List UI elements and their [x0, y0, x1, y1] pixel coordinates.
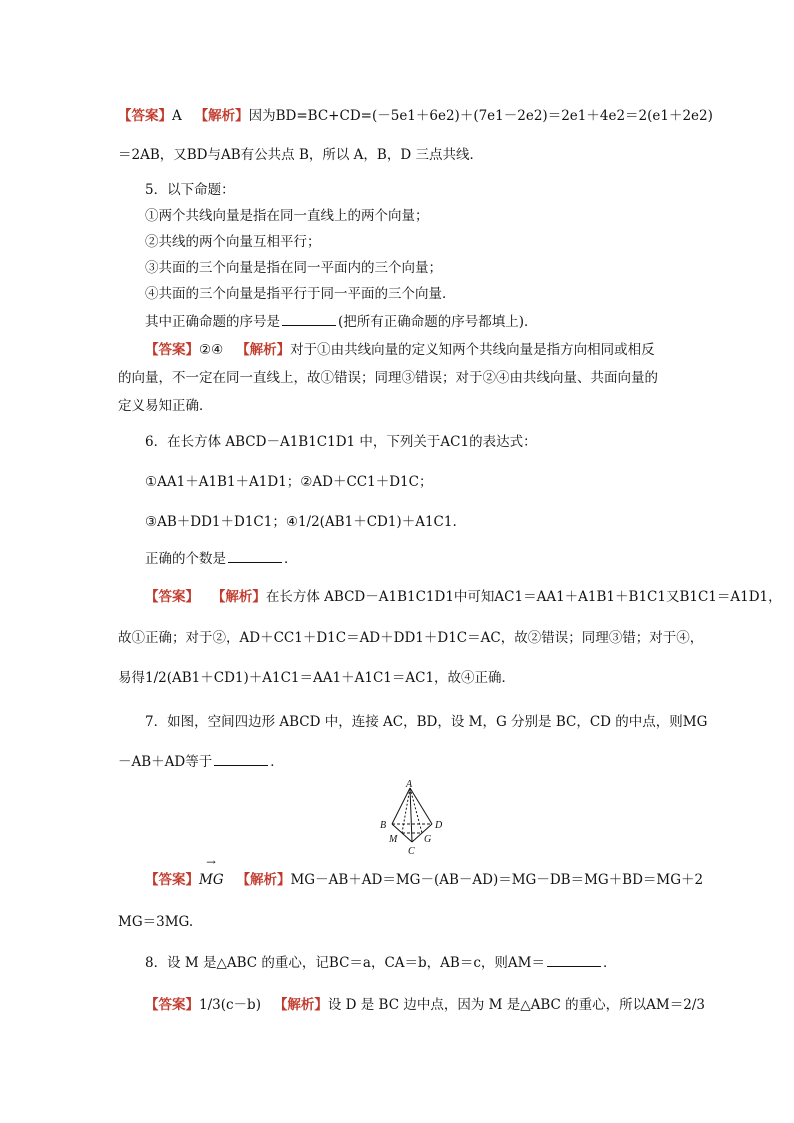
label-c: C — [408, 846, 415, 857]
q7-answer-line — [145, 870, 703, 890]
q5-item-4: ④共面的三个向量是指平行于同一平面的三个向量． — [145, 286, 456, 302]
q7-analysis-2: MG＝3MG. — [118, 914, 194, 930]
q8-analysis-1: 设 D 是 BC 边中点，因为 M 是△ABC 的重心，所以AM＝2/3 — [327, 997, 705, 1013]
label-g: G — [424, 834, 432, 845]
q6-expr-1: ①AA1＋A1B1＋A1D1；②AD＋CC1＋D1C； — [145, 474, 433, 490]
q7-stem-2-suffix: ． — [270, 754, 284, 770]
q5-analysis-2: 的向量，不一定在同一直线上，故①错误；同理③错误；对于②④由共线向量、共面向量的 — [118, 370, 658, 386]
q7-stem-1: 7．如图，空间四边形 ABCD 中，连接 AC，BD，设 M，G 分别是 BC，CD 的中点，则MG — [145, 714, 708, 730]
q8-answer-line — [145, 995, 705, 1015]
answer-tag: 【答案】 — [118, 108, 172, 124]
q5-item-3: ③共面的三个向量是指在同一平面内的三个向量； — [145, 260, 442, 276]
q4-analysis-line1: 因为BD=BC+CD=(－5e1＋6e2)＋(7e1－2e2)＝2e1＋4e2＝2(e1＋2e2) — [248, 108, 713, 124]
q5-question-suffix: (把所有正确命题的序号都填上)． — [338, 314, 538, 330]
q6-question — [145, 549, 298, 569]
q6-analysis-2: 故①正确；对于②，AD＋CC1＋D1C＝AD＋DD1＋D1C＝AC，故②错误；同理③错；对于④， — [118, 630, 704, 646]
q8-answer-blank — [547, 954, 601, 967]
q6-answer-blank — [228, 550, 282, 563]
q7-answer: → MG — [199, 870, 224, 890]
answer-tag: 【答案】 — [145, 342, 199, 358]
q4-answer-line — [118, 106, 713, 126]
q8-stem-prefix: 8．设 M 是△ABC 的重心，记BC＝a，CA＝b，AB＝c，则AM＝ — [145, 955, 545, 971]
q6-question-prefix: 正确的个数是 — [145, 551, 226, 567]
analysis-tag: 【解析】 — [236, 872, 291, 888]
q4-answer: A — [172, 108, 182, 124]
q7-answer-blank — [214, 753, 268, 766]
label-a: A — [406, 780, 413, 790]
q5-item-2: ②共线的两个向量互相平行； — [145, 234, 321, 250]
analysis-tag: 【解析】 — [194, 108, 249, 124]
q6-answer-line — [145, 587, 782, 607]
q5-stem: 5．以下命题： — [145, 182, 235, 198]
tetrahedron-diagram — [378, 780, 450, 860]
q6-expr-2: ③AB＋DD1＋D1C1；④1/2(AB1＋CD1)＋A1C1. — [145, 514, 457, 530]
q5-item-1: ①两个共线向量是指在同一直线上的两个向量； — [145, 208, 429, 224]
q7-stem-2 — [118, 752, 284, 772]
q6-analysis-1: 在长方体 ABCD－A1B1C1D1中可知AC1＝AA1＋A1B1＋B1C1又B1C1＝A1D1， — [265, 589, 782, 605]
analysis-tag: 【解析】 — [236, 342, 291, 358]
label-b: B — [380, 820, 387, 831]
q7-stem-2-text: －AB＋AD等于 — [118, 754, 213, 770]
q5-answer-line — [145, 340, 655, 360]
answer-tag: 【答案】 — [145, 872, 199, 888]
q6-stem: 6．在长方体 ABCD－A1B1C1D1 中，下列关于AC1的表达式： — [145, 434, 537, 450]
label-m: M — [389, 834, 398, 845]
q5-analysis-1: 对于①由共线向量的定义知两个共线向量是指方向相同或相反 — [290, 342, 655, 358]
label-d: D — [435, 820, 443, 831]
q8-stem — [145, 953, 617, 973]
q5-question-prefix: 其中正确命题的序号是 — [145, 314, 280, 330]
q8-answer: 1/3(c－b) — [199, 997, 261, 1013]
q6-question-suffix: ． — [284, 551, 298, 567]
analysis-tag: 【解析】 — [273, 997, 328, 1013]
q6-analysis-3: 易得1/2(AB1＋CD1)＋A1C1＝AA1＋A1C1＝AC1，故④正确． — [118, 670, 516, 686]
q5-question — [145, 312, 538, 332]
answer-tag: 【答案】 — [145, 997, 199, 1013]
q5-answer: ②④ — [199, 342, 224, 358]
q5-analysis-3: 定义易知正确． — [118, 398, 213, 414]
q8-stem-suffix: ． — [603, 955, 617, 971]
answer-tag: 【答案】 — [145, 589, 199, 605]
q5-answer-blank — [282, 313, 336, 326]
q4-analysis-line2: ＝2AB，又BD与AB有公共点 B，所以 A，B，D 三点共线． — [118, 147, 483, 163]
analysis-tag: 【解析】 — [211, 589, 266, 605]
q7-analysis-1: MG－AB＋AD＝MG－(AB－AD)＝MG－DB＝MG＋BD＝MG＋2 — [290, 872, 704, 888]
